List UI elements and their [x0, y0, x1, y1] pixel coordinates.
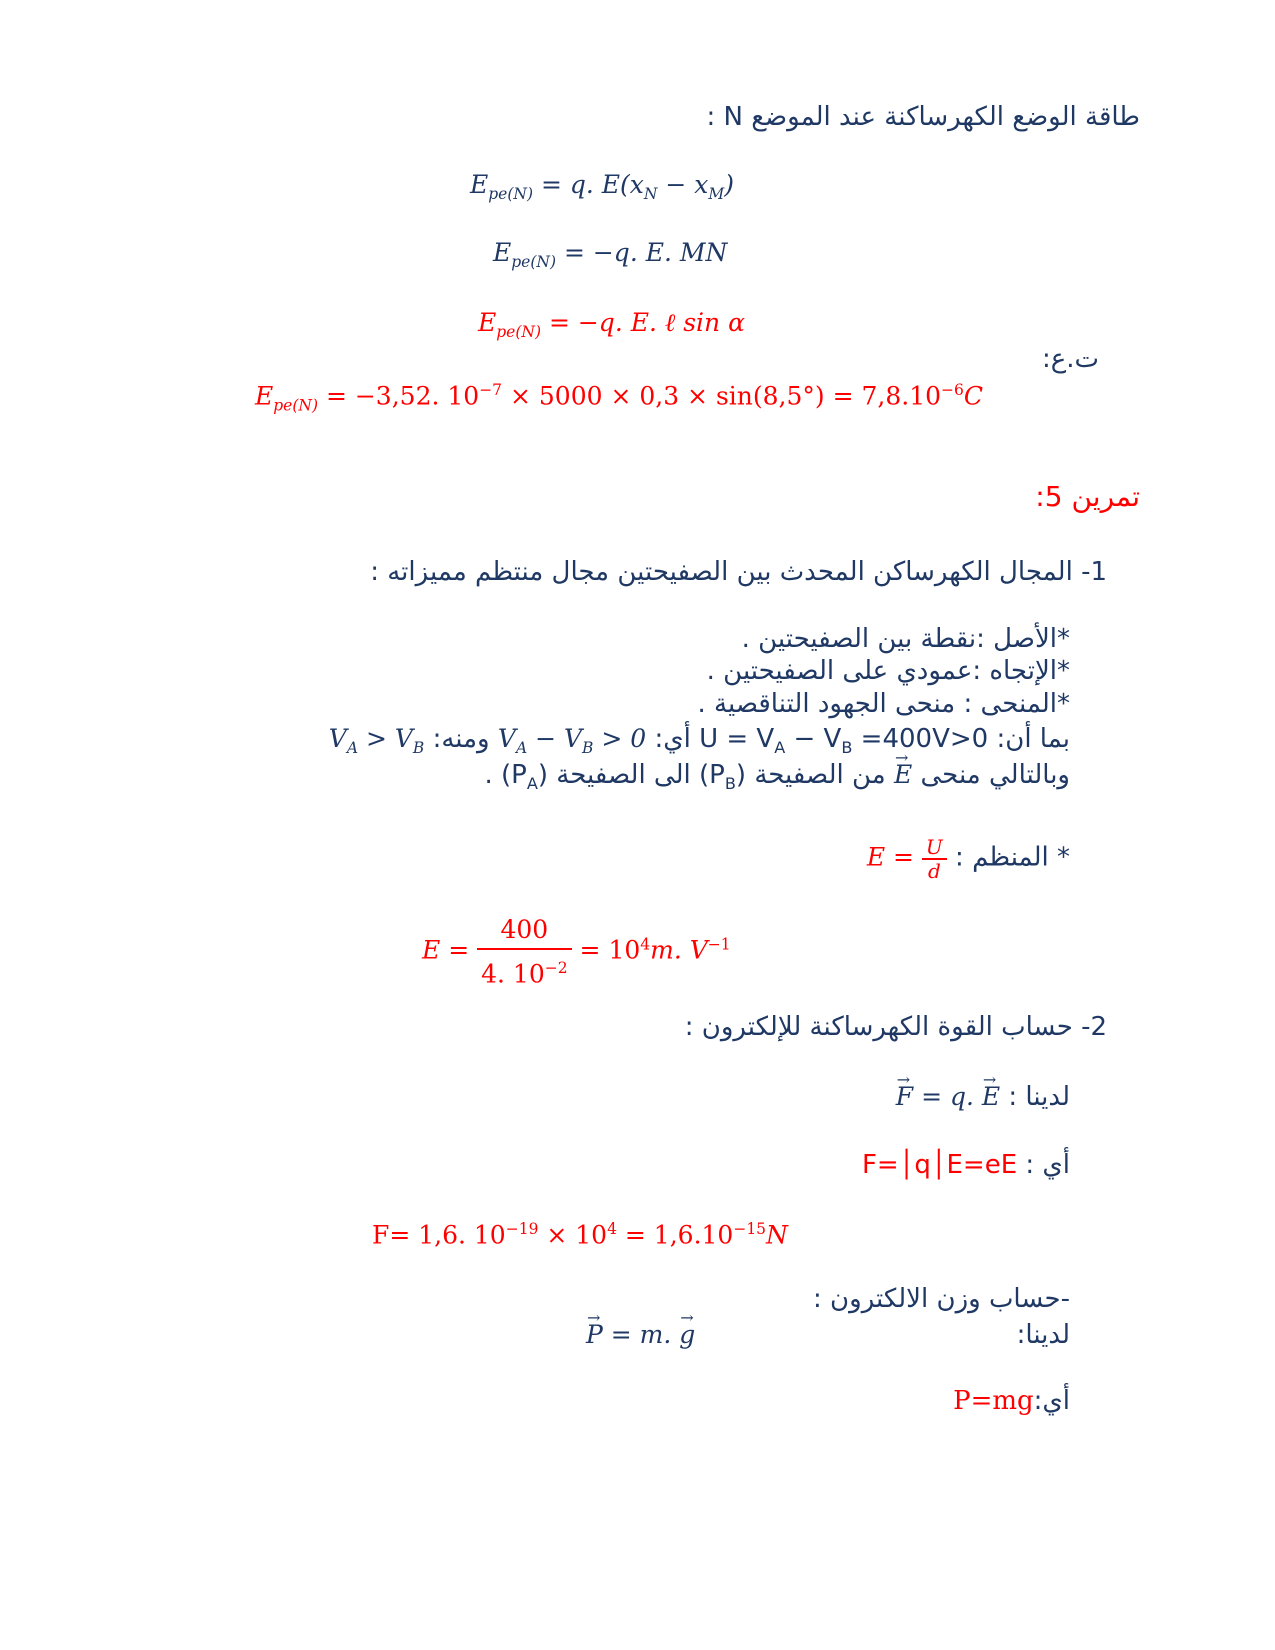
weight-vector-symbol: → P — [586, 1318, 603, 1352]
exercise-title: تمرين 5: — [1035, 480, 1140, 513]
force-numeric-calc: F= 1,6. $10^{-19} \times 10^4 = 1,6.10^{-15}N$ — [372, 1220, 788, 1250]
equation-epe-1: $E_{pe(N)} = q$. $E(x_N - x_M)$ — [470, 170, 735, 203]
field-magnitude-formula: * المنظم : E = $\frac{U}{d}$ — [866, 835, 1070, 883]
numeric-application-label: ت.ع: — [1041, 344, 1099, 374]
potential-comparison: بما أن: $U = V_A - V_B =400V>0$ أي: $V_A - V_B > 0$ ومنه: $V_A > V_B$ — [328, 724, 1070, 758]
field-origin: *الأصل :نقطة بين الصفيحتين . — [741, 624, 1070, 654]
field-vector-symbol-2: → E — [982, 1080, 1000, 1114]
gravity-vector-symbol: → g — [679, 1318, 695, 1352]
field-sense: *المنحى : منحى الجهود التناقصية . — [697, 689, 1070, 719]
field-direction: *الإتجاه :عمودي على الصفيحتين . — [706, 656, 1070, 686]
weight-we-have: لدينا: — [1016, 1320, 1070, 1350]
weight-heading: -حساب وزن الالكترون : — [813, 1284, 1070, 1314]
energy-heading: طاقة الوضع الكهرساكنة عند الموضع N : — [706, 102, 1140, 132]
weight-magnitude-formula: أي:P=mg — [953, 1386, 1070, 1416]
equation-epe-3: $E_{pe(N)} = -q$. E. ℓ sin α — [478, 308, 745, 341]
weight-vector-formula: → P = m. → g — [586, 1318, 695, 1352]
field-sense-conclusion: وبالتالي منحى → E من الصفيحة $(P_B)$ الى الصفيحة $(P_A)$ . — [484, 758, 1070, 801]
q2-heading: 2- حساب القوة الكهرساكنة للإلكترون : — [684, 1012, 1107, 1042]
q1-heading: 1- المجال الكهرساكن المحدث بين الصفيحتين مجال منتظم مميزاته : — [370, 557, 1107, 587]
force-vector-formula: لدينا : → F = q. → E — [896, 1080, 1070, 1114]
force-magnitude-formula: أي : F=│q│E=eE — [861, 1150, 1070, 1180]
equation-epe-2: $E_{pe(N)} = -q$. E. MN — [493, 238, 728, 271]
field-vector-symbol: → E — [894, 758, 912, 792]
force-vector-symbol: → F — [896, 1080, 913, 1114]
equation-epe-numeric: $E_{pe(N)} = -3,52$. $10^{-7} \times 5000 \times 0,3 \times \sin(8,5^\circ) = 7,8.10^{-6}C$ — [255, 381, 983, 415]
field-magnitude-calc: E = $\frac{400}{4. 10^{-2}}$ = $10^4m$. $V^{-1}$ — [422, 912, 731, 992]
